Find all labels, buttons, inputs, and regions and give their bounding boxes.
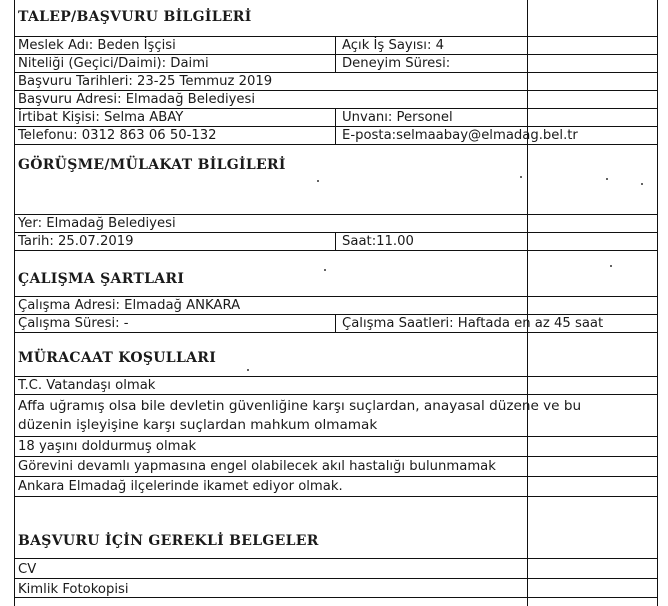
section-title-gorusme: GÖRÜŞME/MÜLAKAT BİLGİLERİ <box>18 157 286 173</box>
gorusme-tarihi: Tarih: 25.07.2019 <box>18 234 134 249</box>
table-row <box>14 108 657 126</box>
scan-speck <box>317 180 319 182</box>
section-title-calisma: ÇALIŞMA ŞARTLARI <box>18 271 185 287</box>
belge-cv: CV <box>18 562 37 577</box>
section-title-belgeler: BAŞVURU İÇİN GEREKLİ BELGELER <box>18 533 319 549</box>
table-row <box>14 36 657 54</box>
scan-speck <box>520 176 522 178</box>
kosul-ikamet: Ankara Elmadağ ilçelerinde ikamet ediyor olmak. <box>18 479 343 494</box>
gorusme-yeri: Yer: Elmadağ Belediyesi <box>18 216 176 231</box>
cell-divider <box>335 315 336 333</box>
section-belgeler <box>14 496 657 558</box>
table-row <box>14 314 657 332</box>
scan-speck <box>324 269 326 271</box>
table-row <box>14 72 657 90</box>
telefonu: Telefonu: 0312 863 06 50-132 <box>18 128 217 143</box>
section-muracaat <box>14 332 657 376</box>
table-row <box>14 578 657 598</box>
acik-is-sayisi: Açık İş Sayısı: 4 <box>342 38 444 53</box>
table-row <box>14 126 657 144</box>
cell-divider <box>335 233 336 251</box>
table-row <box>14 376 657 394</box>
scan-speck <box>247 369 249 371</box>
cell-divider <box>335 109 336 127</box>
table-row <box>14 436 657 456</box>
scan-speck <box>641 183 643 185</box>
table-row <box>14 214 657 232</box>
e-posta: E-posta:selmaabay@elmadag.bel.tr <box>342 128 578 143</box>
table-row <box>14 232 657 250</box>
meslek-adi: Meslek Adı: Beden İşçisi <box>18 38 176 53</box>
kosul-affa-ugramis-2: düzenin işleyişine karşı suçlardan mahkum olmamak <box>18 417 378 433</box>
belge-kimlik: Kimlik Fotokopisi <box>18 582 129 597</box>
basvuru-tarihleri: Başvuru Tarihleri: 23-25 Temmuz 2019 <box>18 74 273 89</box>
niteligi: Niteliği (Geçici/Daimi): Daimi <box>18 56 209 71</box>
table-row <box>14 54 657 72</box>
scan-speck <box>606 178 608 180</box>
basvuru-adresi: Başvuru Adresi: Elmadağ Belediyesi <box>18 92 256 107</box>
calisma-adresi: Çalışma Adresi: Elmadağ ANKARA <box>18 298 241 313</box>
cell-divider <box>335 127 336 145</box>
kosul-yas: 18 yaşını doldurmuş olmak <box>18 439 197 454</box>
irtibat-kisisi: İrtibat Kişisi: Selma ABAY <box>18 110 184 125</box>
table-row <box>14 558 657 578</box>
table-row <box>14 456 657 476</box>
cell-divider <box>335 55 336 73</box>
kosul-affa-ugramis-1: Affa uğramış olsa bile devletin güvenliğine karşı suçlardan, anayasal düzene ve bu <box>18 398 582 414</box>
table-row <box>14 476 657 496</box>
scan-speck <box>610 265 612 267</box>
vertical-rule-right <box>657 0 658 606</box>
kosul-saglik: Görevini devamlı yapmasına engel olabilecek akıl hastalığı bulunmamak <box>18 459 496 474</box>
section-title-muracaat: MÜRACAAT KOŞULLARI <box>18 350 217 366</box>
section-title-talep: TALEP/BAŞVURU BİLGİLERİ <box>18 9 252 25</box>
table-row <box>14 394 657 436</box>
gorusme-saati: Saat:11.00 <box>342 234 414 249</box>
section-gorusme <box>14 144 657 214</box>
section-calisma <box>14 250 657 296</box>
section-talep <box>14 0 657 36</box>
table-row <box>14 90 657 108</box>
table-row <box>14 296 657 314</box>
calisma-suresi: Çalışma Süresi: - <box>18 316 129 331</box>
kosul-vatandaslik: T.C. Vatandaşı olmak <box>18 378 156 393</box>
calisma-saatleri: Çalışma Saatleri: Haftada en az 45 saat <box>342 316 604 331</box>
unvani: Unvanı: Personel <box>342 110 453 125</box>
cell-divider <box>335 37 336 55</box>
deneyim-suresi: Deneyim Süresi: <box>342 56 451 71</box>
